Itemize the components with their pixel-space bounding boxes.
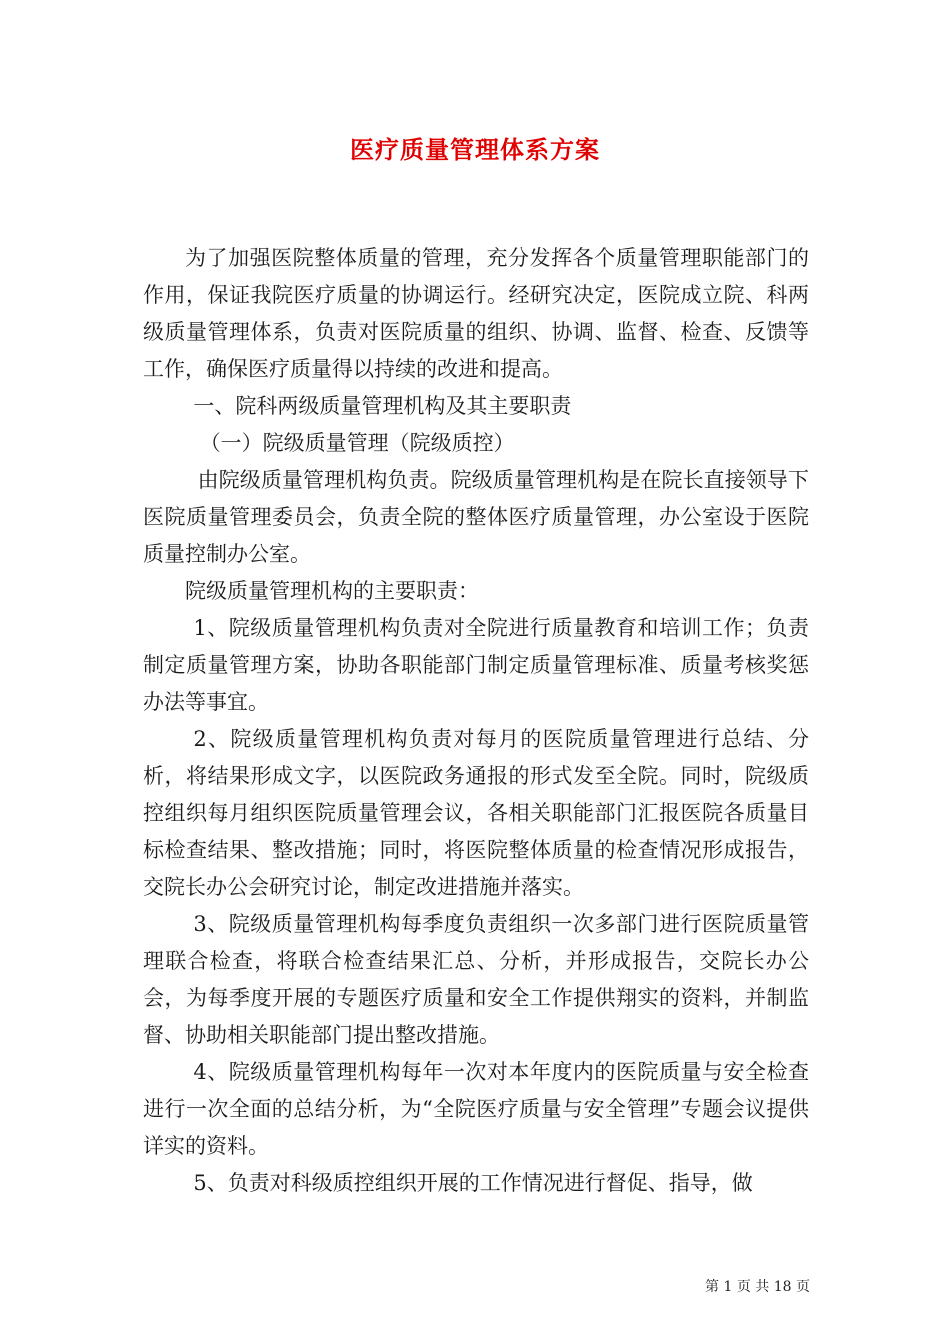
paragraph-intro: 为了加强医院整体质量的管理，充分发挥各个质量管理职能部门的作用，保证我院医疗质量的协调运行。经研究决定，医院成立院、科两级质量管理体系，负责对医院质量的组织、协调、监督、检查、反馈等工作，确保医疗质量得以持续的改进和提高。 (143, 246, 809, 381)
section-heading-1: 一、院科两级质量管理机构及其主要职责 (193, 394, 572, 418)
paragraph-duty-4: 4、院级质量管理机构每年一次对本年度内的医院质量与安全检查进行一次全面的总结分析，为“全院医疗质量与安全管理”专题会议提供详实的资料。 (143, 1060, 809, 1158)
document-body (143, 240, 809, 1202)
document-title: 医疗质量管理体系方案 (350, 135, 600, 164)
paragraph-duty-3: 3、院级质量管理机构每季度负责组织一次多部门进行医院质量管理联合检查，将联合检查结果汇总、分析，并形成报告，交院长办公会，为每季度开展的专题医疗质量和安全工作提供翔实的资料，并制监督、协助相关职能部门提出整改措施。 (143, 912, 809, 1047)
page-number: 第 1 页 共 18 页 (705, 1279, 810, 1295)
paragraph-hospital-level: 由院级质量管理机构负责。院级质量管理机构是在院长直接领导下医院质量管理委员会，负责全院的整体医疗质量管理，办公室设于医院质量控制办公室。 (143, 468, 809, 566)
paragraph-duty-1: 1、院级质量管理机构负责对全院进行质量教育和培训工作；负责制定质量管理方案，协助各职能部门制定质量管理标准、质量考核奖惩办法等事宜。 (143, 616, 809, 714)
paragraph-duty-5: 5、负责对科级质控组织开展的工作情况进行督促、指导，做 (193, 1171, 753, 1195)
paragraph-duties-intro: 院级质量管理机构的主要职责： (185, 579, 479, 603)
subsection-heading-1: （一）院级质量管理（院级质控） (199, 431, 515, 455)
paragraph-duty-2: 2、院级质量管理机构负责对每月的医院质量管理进行总结、分析，将结果形成文字，以医院政务通报的形式发至全院。同时，院级质控组织每月组织医院质量管理会议，各相关职能部门汇报医院各质量目标检查结果、整改措施；同时，将医院整体质量的检查情况形成报告，交院长办公会研究讨论，制定改进措施并落实。 (143, 727, 809, 899)
